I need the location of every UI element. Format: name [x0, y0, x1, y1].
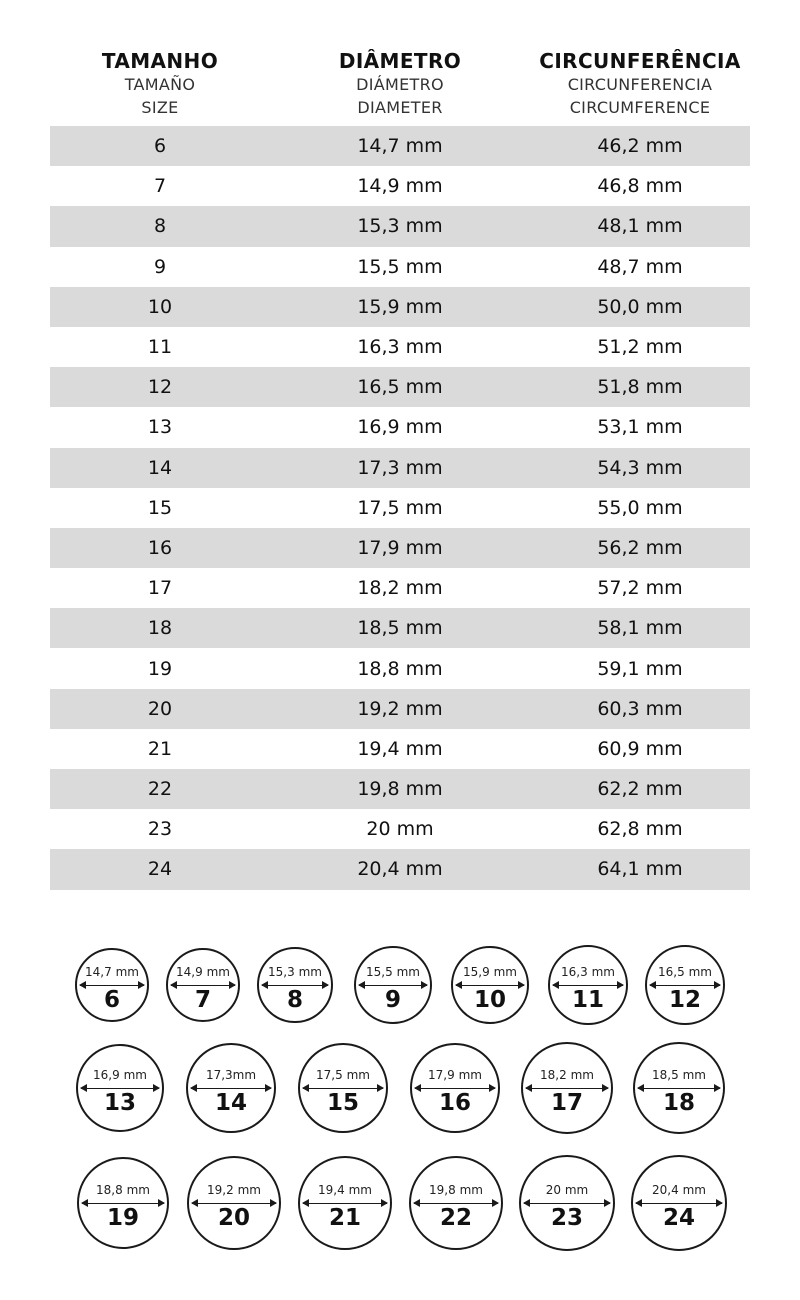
diameter-arrow-icon: [456, 985, 524, 986]
diameter-arrow-icon: [553, 985, 623, 986]
diameter-arrow-icon: [80, 985, 144, 986]
ring-size-number: 22: [439, 1205, 472, 1231]
ring-size-number: 14: [214, 1090, 247, 1116]
size-cell: 7: [153, 175, 167, 198]
diameter-cell: 19,8 mm: [357, 778, 443, 801]
size-cell: 17: [147, 577, 173, 600]
diameter-arrow-icon: [171, 985, 235, 986]
ring-diameter-label: 17,9 mm: [428, 1068, 482, 1082]
ring-diameter-label: 19,2 mm: [207, 1183, 261, 1197]
ring-diameter-label: 15,3 mm: [268, 965, 322, 979]
diameter-arrow-icon: [192, 1203, 276, 1204]
ring-size-20: [187, 1156, 281, 1250]
diameter-arrow-icon: [524, 1203, 610, 1204]
diameter-arrow-icon: [82, 1203, 164, 1204]
ring-diameter-label: 14,7 mm: [85, 965, 139, 979]
ring-size-number: 6: [103, 987, 120, 1013]
ring-diameter-label: 18,8 mm: [96, 1183, 150, 1197]
ring-diameter-label: 18,2 mm: [540, 1068, 594, 1082]
ring-diameter-label: 17,3mm: [205, 1068, 257, 1082]
size-cell: 13: [147, 416, 173, 439]
circumference-cell: 50,0 mm: [597, 295, 683, 318]
size-cell: 11: [147, 336, 173, 359]
circumference-cell: 54,3 mm: [597, 456, 683, 479]
size-cell: 19: [147, 657, 173, 680]
ring-size-18: [633, 1042, 725, 1134]
diameter-cell: 18,5 mm: [357, 617, 443, 640]
circumference-cell: 62,8 mm: [597, 818, 683, 841]
circumference-cell: 46,2 mm: [597, 135, 683, 158]
ring-size-number: 19: [106, 1205, 139, 1231]
ring-size-number: 13: [103, 1090, 136, 1116]
header-size-pt: TAMANHO: [101, 49, 219, 73]
circumference-cell: 46,8 mm: [597, 175, 683, 198]
ring-size-6: [75, 948, 149, 1022]
size-cell: 23: [147, 818, 173, 841]
circumference-cell: 53,1 mm: [597, 416, 683, 439]
ring-diameter-label: 15,5 mm: [366, 965, 420, 979]
ring-diameter-label: 20,4 mm: [652, 1183, 706, 1197]
ring-size-number: 18: [662, 1090, 695, 1116]
ring-size-7: [166, 948, 240, 1022]
ring-size-17: [521, 1042, 613, 1134]
ring-size-number: 10: [473, 987, 506, 1013]
header-diameter-en: DIAMETER: [357, 98, 443, 117]
ring-size-15: [298, 1043, 388, 1133]
ring-diameter-label: 20 mm: [545, 1183, 589, 1197]
size-cell: 6: [153, 135, 167, 158]
diameter-arrow-icon: [636, 1203, 722, 1204]
diameter-cell: 16,3 mm: [357, 336, 443, 359]
diameter-arrow-icon: [650, 985, 720, 986]
header-size-es: TAMAÑO: [124, 75, 196, 94]
ring-size-number: 9: [384, 987, 401, 1013]
ring-diameter-label: 18,5 mm: [652, 1068, 706, 1082]
size-cell: 12: [147, 376, 173, 399]
diameter-cell: 18,8 mm: [357, 657, 443, 680]
circumference-cell: 60,9 mm: [597, 737, 683, 760]
ring-size-24: [631, 1155, 727, 1251]
ring-size-19: [77, 1157, 169, 1249]
circumference-cell: 57,2 mm: [597, 577, 683, 600]
diameter-cell: 20 mm: [366, 818, 434, 841]
size-cell: 22: [147, 778, 173, 801]
ring-size-16: [410, 1043, 500, 1133]
ring-size-number: 17: [550, 1090, 583, 1116]
header-diameter-pt: DIÂMETRO: [338, 49, 462, 73]
ring-size-number: 7: [194, 987, 211, 1013]
header-diameter-es: DIÁMETRO: [356, 75, 444, 94]
size-cell: 16: [147, 536, 173, 559]
ring-size-number: 15: [326, 1090, 359, 1116]
diameter-cell: 14,7 mm: [357, 135, 443, 158]
size-cell: 15: [147, 496, 173, 519]
ring-diameter-label: 16,5 mm: [658, 965, 712, 979]
circumference-cell: 58,1 mm: [597, 617, 683, 640]
circumference-cell: 51,8 mm: [597, 376, 683, 399]
diameter-cell: 16,9 mm: [357, 416, 443, 439]
size-cell: 14: [147, 456, 173, 479]
ring-size-number: 16: [438, 1090, 471, 1116]
circumference-cell: 64,1 mm: [597, 858, 683, 881]
diameter-cell: 20,4 mm: [357, 858, 443, 881]
diameter-cell: 19,2 mm: [357, 697, 443, 720]
circumference-cell: 62,2 mm: [597, 778, 683, 801]
diameter-cell: 17,9 mm: [357, 536, 443, 559]
ring-diameter-label: 19,8 mm: [429, 1183, 483, 1197]
ring-size-11: [548, 945, 628, 1025]
diameter-arrow-icon: [303, 1203, 387, 1204]
circumference-cell: 60,3 mm: [597, 697, 683, 720]
ring-size-10: [451, 946, 529, 1024]
ring-size-8: [257, 947, 333, 1023]
ring-size-number: 24: [662, 1205, 695, 1231]
header-circumference-pt: CIRCUNFERÊNCIA: [539, 49, 741, 73]
ring-size-number: 12: [668, 987, 701, 1013]
ring-size-number: 11: [571, 987, 604, 1013]
ring-diameter-label: 17,5 mm: [316, 1068, 370, 1082]
diameter-arrow-icon: [262, 985, 328, 986]
ring-size-number: 8: [286, 987, 303, 1013]
circumference-cell: 51,2 mm: [597, 336, 683, 359]
size-cell: 21: [147, 737, 173, 760]
diameter-cell: 15,3 mm: [357, 215, 443, 238]
ring-size-number: 23: [550, 1205, 583, 1231]
ring-size-9: [354, 946, 432, 1024]
size-cell: 18: [147, 617, 173, 640]
ring-size-number: 21: [328, 1205, 361, 1231]
ring-diameter-label: 15,9 mm: [463, 965, 517, 979]
ring-size-23: [519, 1155, 615, 1251]
size-cell: 20: [147, 697, 173, 720]
size-cell: 8: [153, 215, 167, 238]
diameter-cell: 15,9 mm: [357, 295, 443, 318]
diameter-arrow-icon: [526, 1088, 608, 1089]
ring-size-22: [409, 1156, 503, 1250]
size-cell: 24: [147, 858, 173, 881]
size-cell: 10: [147, 295, 173, 318]
circumference-cell: 59,1 mm: [597, 657, 683, 680]
header-circumference-en: CIRCUMFERENCE: [569, 98, 711, 117]
ring-diameter-label: 19,4 mm: [318, 1183, 372, 1197]
ring-size-12: [645, 945, 725, 1025]
circumference-cell: 48,1 mm: [597, 215, 683, 238]
header-circumference-es: CIRCUNFERENCIA: [567, 75, 713, 94]
diameter-arrow-icon: [81, 1088, 159, 1089]
diameter-arrow-icon: [191, 1088, 271, 1089]
ring-diameter-label: 16,3 mm: [561, 965, 615, 979]
diameter-cell: 17,5 mm: [357, 496, 443, 519]
ring-size-number: 20: [217, 1205, 250, 1231]
diameter-arrow-icon: [415, 1088, 495, 1089]
ring-size-13: [76, 1044, 164, 1132]
diameter-arrow-icon: [638, 1088, 720, 1089]
diameter-cell: 15,5 mm: [357, 255, 443, 278]
header-size-en: SIZE: [141, 98, 179, 117]
circumference-cell: 55,0 mm: [597, 496, 683, 519]
ring-diameter-label: 14,9 mm: [176, 965, 230, 979]
ring-size-21: [298, 1156, 392, 1250]
size-cell: 9: [153, 255, 167, 278]
diameter-cell: 14,9 mm: [357, 175, 443, 198]
diameter-cell: 16,5 mm: [357, 376, 443, 399]
circumference-cell: 56,2 mm: [597, 536, 683, 559]
diameter-cell: 18,2 mm: [357, 577, 443, 600]
diameter-cell: 17,3 mm: [357, 456, 443, 479]
diameter-arrow-icon: [303, 1088, 383, 1089]
ring-diameter-label: 16,9 mm: [93, 1068, 147, 1082]
diameter-arrow-icon: [414, 1203, 498, 1204]
diameter-cell: 19,4 mm: [357, 737, 443, 760]
circumference-cell: 48,7 mm: [597, 255, 683, 278]
diameter-arrow-icon: [359, 985, 427, 986]
ring-size-14: [186, 1043, 276, 1133]
